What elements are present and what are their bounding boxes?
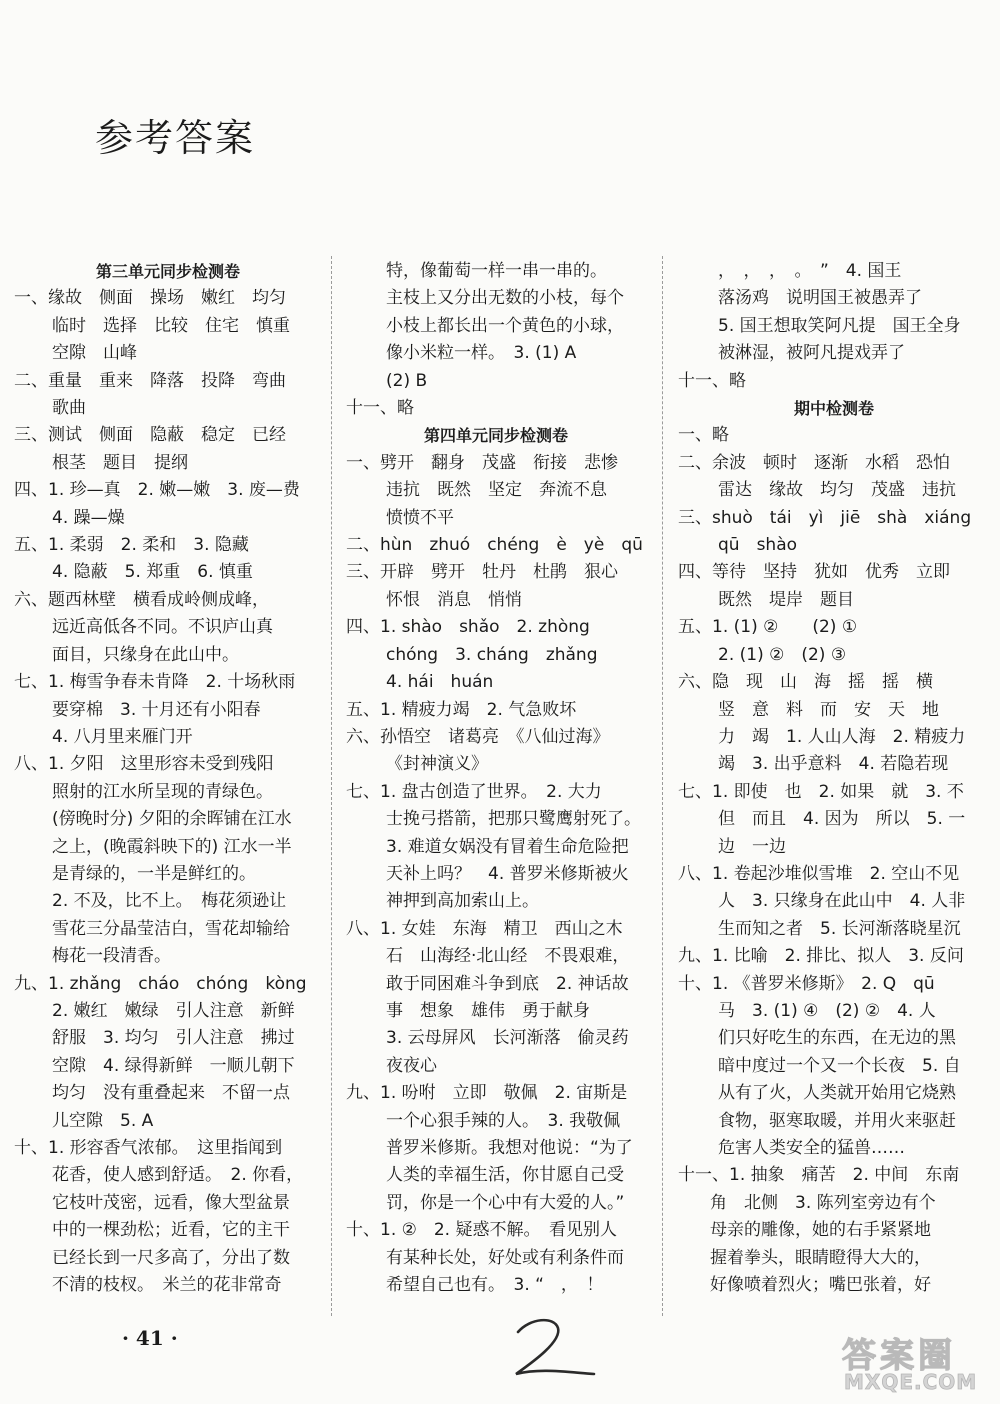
answer-line: 2. 嫩红 嫩绿 引人注意 新鲜 bbox=[52, 1000, 295, 1021]
answer-line: 六、孙悟空 诸葛亮 《八仙过海》 bbox=[346, 726, 610, 747]
answer-line: 从有了火，人类就开始用它烧熟 bbox=[718, 1083, 956, 1104]
page-title: 参考答案 bbox=[95, 116, 256, 161]
answer-line: 既然 堤岸 题目 bbox=[718, 589, 854, 610]
answer-line: 七、1. 即使 也 2. 如果 就 3. 不 bbox=[678, 781, 964, 802]
answer-line: (傍晚时分) 夕阳的余晖铺在江水 bbox=[52, 809, 292, 830]
section-title: 第三单元同步检测卷 bbox=[95, 262, 240, 281]
answer-line: 暗中度过一个又一个长夜 5. 自 bbox=[718, 1055, 961, 1076]
answer-line: 二、hùn zhuó chéng è yè qū bbox=[346, 535, 643, 556]
answer-line: 一个心狠手辣的人。 3. 我敬佩 bbox=[386, 1110, 621, 1131]
answer-line: 面目，只缘身在此山中。 bbox=[52, 644, 239, 665]
answer-line: 十、1. ② 2. 疑惑不解。 看见别人 bbox=[346, 1220, 617, 1241]
answer-line: 母亲的雕像，她的右手紧紧地 bbox=[710, 1220, 931, 1241]
answer-line: 已经长到一尺多高了，分出了数 bbox=[52, 1247, 290, 1268]
column-divider bbox=[331, 256, 332, 1316]
answer-line: 不清的枝杈。 米兰的花非常奇 bbox=[52, 1275, 282, 1296]
answer-line: 竖 意 料 而 安 天 地 bbox=[718, 699, 939, 720]
answer-line: 好像喷着烈火；嘴巴张着，好 bbox=[710, 1275, 931, 1296]
answer-line: 舒服 3. 均匀 引人注意 拂过 bbox=[52, 1028, 295, 1049]
answer-line: 4. hái huán bbox=[386, 672, 494, 693]
answer-line: 雷达 缘故 均匀 茂盛 违抗 bbox=[718, 480, 956, 501]
answer-line: 普罗米修斯。我想对他说：“为了 bbox=[386, 1138, 633, 1158]
answer-column-1 bbox=[14, 258, 322, 1299]
answer-line: 空隙 4. 绿得新鲜 一顺儿朝下 bbox=[52, 1055, 295, 1076]
answer-line: 士挽弓搭箭，把那只鹭鹰射死了。 bbox=[386, 809, 641, 830]
answer-line: 石 山海经·北山经 不畏艰难， bbox=[386, 946, 630, 967]
answer-line: 空隙 山峰 bbox=[52, 343, 137, 364]
answer-line: 五、1. 精疲力竭 2. 气急败坏 bbox=[346, 699, 577, 720]
watermark-url: MXQE.COM bbox=[844, 1370, 978, 1394]
answer-line: 歌曲 bbox=[52, 398, 86, 419]
answer-line: 怀恨 消息 悄悄 bbox=[386, 589, 522, 610]
answer-line: 违抗 既然 坚定 奔流不息 bbox=[386, 480, 607, 501]
answer-line: 八、1. 卷起沙堆似雪堆 2. 空山不见 bbox=[678, 863, 960, 884]
answer-line: 竭 3. 出乎意料 4. 若隐若现 bbox=[718, 754, 949, 775]
answer-line: 边 一边 bbox=[718, 836, 786, 857]
answer-line: 小枝上都长出一个黄色的小球， bbox=[386, 315, 624, 336]
answer-line: 八、1. 夕阳 这里形容未受到残阳 bbox=[14, 754, 274, 775]
answer-line: 均匀 没有重叠起来 不留一点 bbox=[52, 1083, 290, 1104]
answer-line: 力 竭 1. 人山人海 2. 精疲力 bbox=[718, 726, 966, 747]
answer-line: 九、1. zhǎng cháo chóng kòng bbox=[14, 973, 307, 994]
answer-line: 十、1. 形容香气浓郁。 这里指闻到 bbox=[14, 1138, 283, 1158]
answer-line: 3. 云母屏风 长河渐落 偷灵药 bbox=[386, 1028, 629, 1049]
column-divider bbox=[662, 256, 663, 1316]
answer-line: 照射的江水所呈现的青绿色。 bbox=[52, 781, 273, 802]
answer-line: 十、1. 《普罗米修斯》 2. Q qū bbox=[678, 973, 935, 994]
answer-line: 一、劈开 翻身 茂盛 衔接 悲惨 bbox=[346, 452, 618, 473]
answer-line: 被淋湿，被阿凡提戏弄了 bbox=[718, 343, 905, 364]
answer-line: 但 而且 4. 因为 所以 5. 一 bbox=[718, 809, 966, 830]
answer-line: 远近高低各不同。不识庐山真 bbox=[52, 617, 273, 638]
answer-line: 之上，(晚霞斜映下的) 江水一半 bbox=[52, 836, 292, 857]
answer-line: 十一、略 bbox=[678, 370, 746, 391]
answer-column-3 bbox=[678, 258, 990, 1299]
answer-line: 3. 难道女娲没有冒着生命危险把 bbox=[386, 836, 629, 857]
answer-line: 梅花一段清香。 bbox=[52, 946, 171, 967]
answer-line: 中的一棵劲松；近看，它的主干 bbox=[52, 1220, 290, 1241]
answer-line: 六、题西林壁 横看成岭侧成峰， bbox=[14, 589, 269, 610]
answer-line: 七、1. 梅雪争春未肯降 2. 十场秋雨 bbox=[14, 672, 296, 693]
answer-line: 神押到高加索山上。 bbox=[386, 891, 539, 912]
answer-line: 生而知之者 5. 长河渐落晓星沉 bbox=[718, 918, 961, 939]
answer-line: 十一、略 bbox=[346, 398, 414, 419]
answer-line: 希望自己也有。 3. “ ， ！ bbox=[386, 1275, 604, 1296]
answer-line: 落汤鸡 说明国王被愚弄了 bbox=[718, 288, 922, 309]
watermark-logo: 答案圈 bbox=[842, 1336, 956, 1376]
section-title: 第四单元同步检测卷 bbox=[423, 426, 568, 446]
answer-line: 九、1. 比喻 2. 排比、拟人 3. 反问 bbox=[678, 946, 964, 967]
answer-line: 食物，驱寒取暖，并用火来驱赶 bbox=[718, 1110, 956, 1131]
answer-line: 是青绿的，一半是鲜红的。 bbox=[52, 863, 256, 884]
answer-line: 敢于同困难斗争到底 2. 神话故 bbox=[386, 973, 629, 994]
answer-line: 三、开辟 劈开 牡丹 杜鹃 狠心 bbox=[346, 562, 618, 583]
answer-line: 九、1. 吩咐 立即 敬佩 2. 宙斯是 bbox=[346, 1083, 628, 1104]
answer-line: 七、1. 盘古创造了世界。 2. 大力 bbox=[346, 781, 602, 802]
answer-line: 根茎 题目 提纲 bbox=[52, 452, 188, 473]
answer-line: chóng 3. cháng zhǎng bbox=[386, 644, 598, 665]
answer-line: 临时 选择 比较 住宅 慎重 bbox=[52, 315, 290, 336]
answer-line: 握着拳头，眼睛瞪得大大的， bbox=[710, 1247, 931, 1268]
answer-line: 十一、1. 抽象 痛苦 2. 中间 东南 bbox=[678, 1165, 960, 1186]
answer-column-2 bbox=[346, 258, 646, 1299]
answer-line: 罚，你是一个心中有大爱的人。” bbox=[386, 1192, 625, 1213]
answer-line: 要穿棉 3. 十月还有小阳春 bbox=[52, 699, 261, 720]
answer-line: 4. 八月里来雁门开 bbox=[52, 726, 193, 747]
answer-line: 三、shuò tái yì jiē shà xiáng bbox=[678, 507, 972, 528]
answer-line: 它枝叶茂密，远看，像大型盆景 bbox=[52, 1192, 290, 1213]
answer-line: 一、缘故 侧面 操场 嫩红 均匀 bbox=[14, 288, 286, 309]
answer-line: 人类的幸福生活，你甘愿自己受 bbox=[386, 1165, 624, 1186]
answer-line: 五、1. (1) ② (2) ① bbox=[678, 617, 858, 638]
answer-line: 4. 隐蔽 5. 郑重 6. 慎重 bbox=[52, 562, 253, 583]
answer-line: 4. 躁—燥 bbox=[52, 507, 125, 528]
answer-line: 四、1. 珍—真 2. 嫩—嫩 3. 废—费 bbox=[14, 480, 300, 501]
answer-line: 特，像葡萄一样一串一串的。 bbox=[386, 261, 607, 281]
answer-line: 四、1. shào shǎo 2. zhòng bbox=[346, 617, 590, 638]
answer-line: (2) B bbox=[386, 370, 428, 391]
answer-line: 主枝上又分出无数的小枝，每个 bbox=[386, 288, 624, 309]
answer-line: 四、等待 坚持 犹如 优秀 立即 bbox=[678, 562, 950, 583]
answer-line: 五、1. 柔弱 2. 柔和 3. 隐藏 bbox=[14, 535, 249, 556]
answer-line: 马 3. (1) ④ (2) ② 4. 人 bbox=[718, 1000, 936, 1021]
answer-line: 儿空隙 5. A bbox=[52, 1110, 154, 1131]
answer-line: 有某种长处，好处或有利条件而 bbox=[386, 1247, 624, 1268]
answer-line: 二、余波 顿时 逐渐 水稻 恐怕 bbox=[678, 452, 950, 473]
watermark bbox=[842, 1328, 992, 1400]
answer-line: 《封神演义》 bbox=[386, 754, 488, 775]
answer-line: 角 北侧 3. 陈列室旁边有个 bbox=[710, 1192, 936, 1213]
answer-line: ， ， ， 。 ” 4. 国王 bbox=[718, 261, 902, 281]
answer-line: 八、1. 女娃 东海 精卫 西山之木 bbox=[346, 918, 623, 939]
answer-line: 天补上吗？ 4. 普罗米修斯被火 bbox=[386, 863, 629, 884]
handwritten-mark bbox=[510, 1312, 600, 1382]
answer-line: 危害人类安全的猛兽…… bbox=[718, 1138, 905, 1158]
answer-line: qū shào bbox=[718, 535, 798, 556]
answer-line: 像小米粒一样。 3. (1) A bbox=[386, 343, 577, 364]
answer-line: 二、重量 重来 降落 投降 弯曲 bbox=[14, 370, 286, 391]
answer-line: 三、测试 侧面 隐蔽 稳定 已经 bbox=[14, 425, 286, 446]
answer-line: 花香，使人感到舒适。 2. 你看， bbox=[52, 1165, 304, 1186]
answer-line: 5. 国王想取笑阿凡提 国王全身 bbox=[718, 315, 961, 336]
answer-line: 夜夜心 bbox=[386, 1055, 437, 1076]
answer-line: 一、略 bbox=[678, 425, 729, 446]
section-title: 期中检测卷 bbox=[793, 399, 874, 419]
answer-line: 们只好吃生的东西，在无边的黑 bbox=[718, 1028, 956, 1049]
answer-line: 2. (1) ② (2) ③ bbox=[718, 644, 847, 665]
answer-line: 2. 不及，比不上。 梅花须逊让 bbox=[52, 891, 287, 912]
answer-line: 六、隐 现 山 海 摇 摇 横 bbox=[678, 672, 933, 693]
answer-line: 雪花三分晶莹洁白，雪花却输给 bbox=[52, 918, 290, 939]
answer-line: 人 3. 只缘身在此山中 4. 人非 bbox=[718, 891, 966, 912]
answer-line: 愤愤不平 bbox=[386, 507, 454, 528]
answer-line: 事 想象 雄伟 勇于献身 bbox=[386, 1000, 590, 1021]
page-number: · 41 · bbox=[122, 1326, 178, 1350]
